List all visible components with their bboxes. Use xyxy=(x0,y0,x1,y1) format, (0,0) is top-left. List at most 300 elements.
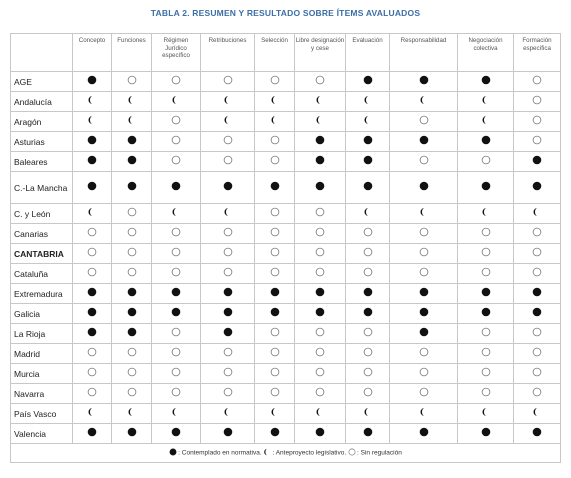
filled-circle-icon xyxy=(171,284,181,302)
status-cell xyxy=(73,92,112,112)
status-cell xyxy=(201,364,255,384)
empty-circle-icon xyxy=(223,152,233,170)
status-cell xyxy=(112,364,152,384)
status-cell xyxy=(112,244,152,264)
status-cell xyxy=(458,72,514,92)
status-cell xyxy=(152,72,201,92)
table-title: TABLA 2. RESUMEN Y RESULTADO SOBRE ÍTEMS AVALUADOS xyxy=(150,8,421,18)
status-cell xyxy=(255,152,295,172)
table-row xyxy=(11,284,561,304)
status-cell xyxy=(255,344,295,364)
status-cell xyxy=(73,152,112,172)
legend xyxy=(11,444,561,463)
filled-circle-icon xyxy=(127,304,137,322)
status-cell xyxy=(458,112,514,132)
status-cell xyxy=(514,344,561,364)
empty-circle-icon xyxy=(127,244,137,262)
status-cell xyxy=(390,72,458,92)
filled-circle-icon xyxy=(270,178,280,196)
empty-circle-icon xyxy=(171,72,181,90)
half-moon-icon xyxy=(87,204,97,222)
empty-circle-icon xyxy=(315,364,325,382)
empty-circle-icon xyxy=(127,384,137,402)
filled-circle-icon xyxy=(270,284,280,302)
status-cell xyxy=(152,344,201,364)
empty-circle-icon xyxy=(87,224,97,242)
region-name: Navarra xyxy=(11,384,73,404)
status-cell xyxy=(201,404,255,424)
empty-circle-icon xyxy=(532,224,542,242)
filled-circle-icon xyxy=(315,304,325,322)
legend-label: Contemplado en normativa. xyxy=(181,449,262,457)
status-cell xyxy=(390,284,458,304)
status-cell xyxy=(73,172,112,204)
status-cell xyxy=(255,384,295,404)
status-cell xyxy=(112,404,152,424)
status-cell xyxy=(201,384,255,404)
empty-circle-icon xyxy=(481,384,491,402)
empty-circle-icon xyxy=(315,264,325,282)
filled-circle-icon xyxy=(363,152,373,170)
filled-circle-icon xyxy=(532,304,542,322)
status-cell xyxy=(152,152,201,172)
table-row xyxy=(11,152,561,172)
status-cell xyxy=(390,112,458,132)
status-cell xyxy=(73,204,112,224)
status-cell xyxy=(112,152,152,172)
status-cell xyxy=(458,324,514,344)
status-cell xyxy=(152,172,201,204)
legend-label: Sin regulación xyxy=(360,449,402,457)
status-cell xyxy=(295,324,346,344)
status-cell xyxy=(112,172,152,204)
status-cell xyxy=(201,112,255,132)
half-moon-icon xyxy=(171,404,181,422)
status-cell xyxy=(73,424,112,444)
half-moon-icon xyxy=(315,404,325,422)
status-cell xyxy=(458,92,514,112)
empty-circle-icon xyxy=(270,224,280,242)
status-cell xyxy=(458,132,514,152)
status-cell xyxy=(152,244,201,264)
legend-label: Anteproyecto legislativo. xyxy=(275,449,347,457)
filled-circle-icon xyxy=(481,304,491,322)
filled-circle-icon xyxy=(363,178,373,196)
status-cell xyxy=(514,244,561,264)
status-cell xyxy=(255,404,295,424)
empty-circle-icon xyxy=(127,344,137,362)
status-cell xyxy=(458,364,514,384)
table-row xyxy=(11,424,561,444)
filled-circle-icon xyxy=(87,284,97,302)
status-cell xyxy=(152,132,201,152)
status-cell xyxy=(255,172,295,204)
filled-circle-icon xyxy=(169,448,177,458)
filled-circle-icon xyxy=(532,178,542,196)
filled-circle-icon xyxy=(223,284,233,302)
region-name: Extremadura xyxy=(11,284,73,304)
empty-circle-icon xyxy=(481,264,491,282)
status-cell xyxy=(152,264,201,284)
empty-circle-icon xyxy=(171,152,181,170)
empty-circle-icon xyxy=(171,244,181,262)
empty-circle-icon xyxy=(87,384,97,402)
table-row xyxy=(11,324,561,344)
status-cell xyxy=(152,112,201,132)
status-cell xyxy=(514,284,561,304)
half-moon-icon xyxy=(270,404,280,422)
half-moon-icon xyxy=(481,204,491,222)
half-moon-icon xyxy=(532,404,542,422)
status-cell xyxy=(295,92,346,112)
status-cell xyxy=(295,204,346,224)
empty-circle-icon xyxy=(223,344,233,362)
empty-circle-icon xyxy=(532,92,542,110)
empty-circle-icon xyxy=(419,264,429,282)
filled-circle-icon xyxy=(363,72,373,90)
empty-circle-icon xyxy=(419,384,429,402)
legend-separator: : xyxy=(178,449,182,457)
status-cell xyxy=(73,112,112,132)
summary-table xyxy=(10,33,561,463)
status-cell xyxy=(346,92,390,112)
table-body xyxy=(11,72,561,463)
status-cell xyxy=(255,284,295,304)
status-cell xyxy=(390,404,458,424)
empty-circle-icon xyxy=(171,364,181,382)
status-cell xyxy=(295,72,346,92)
table-row xyxy=(11,344,561,364)
status-cell xyxy=(458,404,514,424)
status-cell xyxy=(295,224,346,244)
status-cell xyxy=(152,92,201,112)
filled-circle-icon xyxy=(223,178,233,196)
filled-circle-icon xyxy=(87,178,97,196)
region-name: Andalucía xyxy=(11,92,73,112)
half-moon-icon xyxy=(223,112,233,130)
filled-circle-icon xyxy=(87,132,97,150)
status-cell xyxy=(346,324,390,344)
empty-circle-icon xyxy=(419,244,429,262)
header-row xyxy=(11,34,561,72)
status-cell xyxy=(458,224,514,244)
filled-circle-icon xyxy=(223,324,233,342)
empty-circle-icon xyxy=(171,324,181,342)
empty-circle-icon xyxy=(87,244,97,262)
status-cell xyxy=(295,132,346,152)
status-cell xyxy=(112,224,152,244)
empty-circle-icon xyxy=(532,72,542,90)
filled-circle-icon xyxy=(127,152,137,170)
status-cell xyxy=(201,204,255,224)
status-cell xyxy=(458,264,514,284)
status-cell xyxy=(112,72,152,92)
legend-separator: : xyxy=(272,449,276,457)
status-cell xyxy=(346,424,390,444)
region-name: CANTABRIA xyxy=(11,244,73,264)
status-cell xyxy=(390,264,458,284)
filled-circle-icon xyxy=(481,72,491,90)
table-row xyxy=(11,132,561,152)
filled-circle-icon xyxy=(363,284,373,302)
region-name: Aragón xyxy=(11,112,73,132)
empty-circle-icon xyxy=(532,324,542,342)
header-corner xyxy=(11,34,73,72)
empty-circle-icon xyxy=(532,244,542,262)
empty-circle-icon xyxy=(315,324,325,342)
empty-circle-icon xyxy=(419,152,429,170)
empty-circle-icon xyxy=(348,448,356,458)
table-row xyxy=(11,92,561,112)
status-cell xyxy=(390,92,458,112)
half-moon-icon xyxy=(223,92,233,110)
status-cell xyxy=(255,72,295,92)
empty-circle-icon xyxy=(315,72,325,90)
table-row xyxy=(11,364,561,384)
status-cell xyxy=(295,152,346,172)
filled-circle-icon xyxy=(419,132,429,150)
empty-circle-icon xyxy=(171,112,181,130)
status-cell xyxy=(152,364,201,384)
status-cell xyxy=(458,244,514,264)
filled-circle-icon xyxy=(419,284,429,302)
status-cell xyxy=(255,324,295,344)
region-name: C.-La Mancha xyxy=(11,172,73,204)
status-cell xyxy=(514,112,561,132)
status-cell xyxy=(201,244,255,264)
filled-circle-icon xyxy=(419,304,429,322)
status-cell xyxy=(152,384,201,404)
status-cell xyxy=(458,424,514,444)
status-cell xyxy=(73,284,112,304)
status-cell xyxy=(255,304,295,324)
region-name: La Rioja xyxy=(11,324,73,344)
filled-circle-icon xyxy=(127,324,137,342)
status-cell xyxy=(73,324,112,344)
region-name: Cataluña xyxy=(11,264,73,284)
filled-circle-icon xyxy=(363,132,373,150)
half-moon-icon xyxy=(419,204,429,222)
status-cell xyxy=(458,172,514,204)
region-name: Valencia xyxy=(11,424,73,444)
status-cell xyxy=(73,264,112,284)
empty-circle-icon xyxy=(127,264,137,282)
status-cell xyxy=(112,344,152,364)
status-cell xyxy=(295,364,346,384)
status-cell xyxy=(73,384,112,404)
status-cell xyxy=(390,324,458,344)
empty-circle-icon xyxy=(270,72,280,90)
half-moon-icon xyxy=(171,204,181,222)
half-moon-icon xyxy=(481,92,491,110)
empty-circle-icon xyxy=(171,384,181,402)
status-cell xyxy=(295,404,346,424)
empty-circle-icon xyxy=(419,344,429,362)
filled-circle-icon xyxy=(363,304,373,322)
empty-circle-icon xyxy=(315,224,325,242)
region-name: Baleares xyxy=(11,152,73,172)
status-cell xyxy=(458,344,514,364)
half-moon-icon xyxy=(87,112,97,130)
filled-circle-icon xyxy=(315,424,325,442)
status-cell xyxy=(346,224,390,244)
status-cell xyxy=(73,304,112,324)
status-cell xyxy=(112,264,152,284)
filled-circle-icon xyxy=(419,72,429,90)
filled-circle-icon xyxy=(127,178,137,196)
status-cell xyxy=(514,364,561,384)
status-cell xyxy=(152,284,201,304)
status-cell xyxy=(112,92,152,112)
half-moon-icon xyxy=(127,112,137,130)
filled-circle-icon xyxy=(87,152,97,170)
status-cell xyxy=(346,152,390,172)
empty-circle-icon xyxy=(270,264,280,282)
status-cell xyxy=(255,92,295,112)
status-cell xyxy=(346,72,390,92)
filled-circle-icon xyxy=(315,178,325,196)
half-moon-icon xyxy=(315,92,325,110)
status-cell xyxy=(390,224,458,244)
empty-circle-icon xyxy=(270,204,280,222)
table-row xyxy=(11,172,561,204)
status-cell xyxy=(201,304,255,324)
region-name: C. y León xyxy=(11,204,73,224)
half-moon-icon xyxy=(270,92,280,110)
empty-circle-icon xyxy=(171,132,181,150)
status-cell xyxy=(152,204,201,224)
column-header: Negociación colectiva xyxy=(458,34,514,72)
empty-circle-icon xyxy=(270,364,280,382)
half-moon-icon xyxy=(315,112,325,130)
half-moon-icon xyxy=(223,404,233,422)
status-cell xyxy=(390,204,458,224)
status-cell xyxy=(255,204,295,224)
empty-circle-icon xyxy=(270,344,280,362)
filled-circle-icon xyxy=(532,284,542,302)
status-cell xyxy=(152,224,201,244)
empty-circle-icon xyxy=(481,244,491,262)
empty-circle-icon xyxy=(363,324,373,342)
status-cell xyxy=(346,284,390,304)
status-cell xyxy=(390,244,458,264)
table-row xyxy=(11,404,561,424)
empty-circle-icon xyxy=(363,264,373,282)
empty-circle-icon xyxy=(223,364,233,382)
empty-circle-icon xyxy=(223,264,233,282)
status-cell xyxy=(112,304,152,324)
table-row xyxy=(11,384,561,404)
status-cell xyxy=(201,344,255,364)
empty-circle-icon xyxy=(363,244,373,262)
column-header: Retribuciones xyxy=(201,34,255,72)
status-cell xyxy=(346,112,390,132)
empty-circle-icon xyxy=(419,224,429,242)
status-cell xyxy=(73,224,112,244)
status-cell xyxy=(255,244,295,264)
table-row xyxy=(11,204,561,224)
status-cell xyxy=(514,132,561,152)
filled-circle-icon xyxy=(87,424,97,442)
empty-circle-icon xyxy=(315,244,325,262)
table-row xyxy=(11,264,561,284)
filled-circle-icon xyxy=(87,72,97,90)
status-cell xyxy=(152,304,201,324)
empty-circle-icon xyxy=(270,384,280,402)
status-cell xyxy=(346,344,390,364)
status-cell xyxy=(73,364,112,384)
column-header: Funciones xyxy=(112,34,152,72)
status-cell xyxy=(514,404,561,424)
empty-circle-icon xyxy=(363,364,373,382)
status-cell xyxy=(73,132,112,152)
region-name: Canarias xyxy=(11,224,73,244)
status-cell xyxy=(346,264,390,284)
status-cell xyxy=(346,172,390,204)
status-cell xyxy=(255,132,295,152)
region-name: Murcia xyxy=(11,364,73,384)
region-name: País Vasco xyxy=(11,404,73,424)
status-cell xyxy=(112,424,152,444)
empty-circle-icon xyxy=(315,204,325,222)
status-cell xyxy=(514,204,561,224)
half-moon-icon xyxy=(363,404,373,422)
empty-circle-icon xyxy=(223,224,233,242)
status-cell xyxy=(458,152,514,172)
filled-circle-icon xyxy=(223,304,233,322)
status-cell xyxy=(390,304,458,324)
filled-circle-icon xyxy=(419,424,429,442)
status-cell xyxy=(73,344,112,364)
column-header: Libre designación y cese xyxy=(295,34,346,72)
filled-circle-icon xyxy=(223,424,233,442)
status-cell xyxy=(346,304,390,324)
empty-circle-icon xyxy=(127,364,137,382)
table-row xyxy=(11,112,561,132)
filled-circle-icon xyxy=(481,424,491,442)
status-cell xyxy=(73,72,112,92)
empty-circle-icon xyxy=(171,344,181,362)
status-cell xyxy=(390,344,458,364)
half-moon-icon xyxy=(270,112,280,130)
empty-circle-icon xyxy=(532,344,542,362)
status-cell xyxy=(295,172,346,204)
empty-circle-icon xyxy=(481,324,491,342)
status-cell xyxy=(458,284,514,304)
status-cell xyxy=(514,324,561,344)
status-cell xyxy=(514,264,561,284)
column-header: Responsabilidad xyxy=(390,34,458,72)
half-moon-icon xyxy=(171,92,181,110)
half-moon-icon xyxy=(87,404,97,422)
status-cell xyxy=(346,204,390,224)
empty-circle-icon xyxy=(87,364,97,382)
table-row xyxy=(11,72,561,92)
status-cell xyxy=(346,384,390,404)
empty-circle-icon xyxy=(270,324,280,342)
status-cell xyxy=(514,152,561,172)
status-cell xyxy=(295,284,346,304)
column-header: Régimen Jurídico específico xyxy=(152,34,201,72)
status-cell xyxy=(514,224,561,244)
table-row xyxy=(11,244,561,264)
column-header: Evaluación xyxy=(346,34,390,72)
filled-circle-icon xyxy=(270,424,280,442)
status-cell xyxy=(255,112,295,132)
empty-circle-icon xyxy=(127,224,137,242)
status-cell xyxy=(152,424,201,444)
half-moon-icon xyxy=(363,92,373,110)
